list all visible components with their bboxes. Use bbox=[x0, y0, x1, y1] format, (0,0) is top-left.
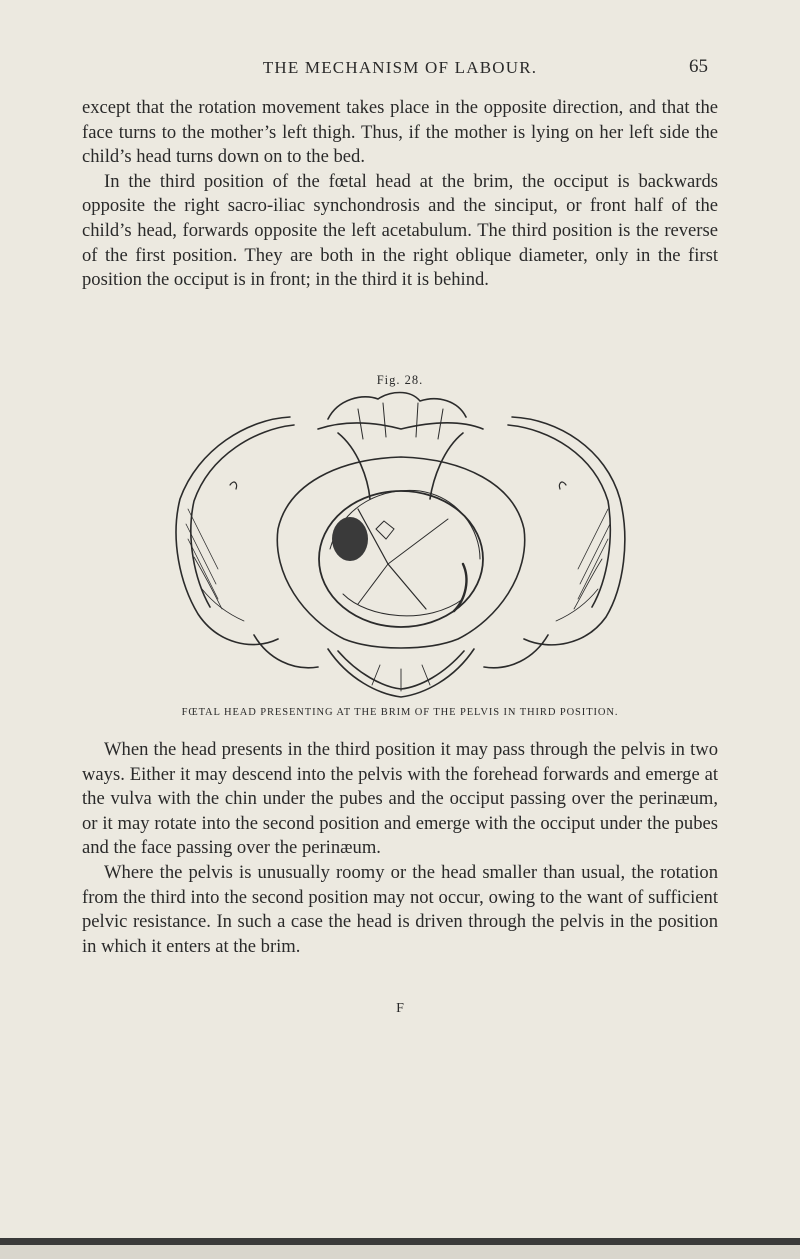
signature-mark: F bbox=[396, 1001, 404, 1016]
paragraph-third-position: In the third position of the fœtal head at the brim, the occiput is backwards opposite the right sacro-iliac synchondrosis and the sinciput, or front half of the child’s head, forwards opposite the left acetabulum. The third position is the reverse of the first position. They are both in the right oblique diameter, only in the first position the occiput is in front; in the third it is behind. bbox=[82, 170, 718, 291]
figure-caption: FŒTAL HEAD PRESENTING AT THE BRIM OF THE PELVIS IN THIRD POSITION. bbox=[181, 707, 619, 718]
page-number: 65 bbox=[689, 56, 708, 77]
page-edge-base bbox=[0, 1245, 800, 1259]
text-block-bottom bbox=[82, 738, 718, 959]
paragraph-two-ways: When the head presents in the third position it may pass through the pelvis in two ways. Either it may descend into the pelvis with the forehead forwards and emerge at the vulva with the chin under the pubes and the occiput passing over the perinæum, or it may rotate into the second position and emerge with the occiput under the pubes and the face passing over the perinæum. bbox=[82, 739, 718, 859]
paragraph-roomy-pelvis: Where the pelvis is unusually roomy or the head smaller than usual, the rotation from the third into the second position may not occur, owing to the want of sufficient pelvic resistance. In such a case the head is driven through the pelvis in the position in which it enters at the brim. bbox=[82, 861, 718, 957]
paragraph-continuation: except that the rotation movement takes place in the opposite direction, and that the face turns to the mother’s left thigh. Thus, if the mother is lying on her left side the child’s head turns down on to the bed. bbox=[82, 97, 718, 168]
running-head bbox=[0, 58, 800, 84]
page-edge-shadow bbox=[0, 1238, 800, 1245]
text-block-top bbox=[82, 96, 718, 293]
running-title: THE MECHANISM OF LABOUR. bbox=[262, 58, 538, 77]
pelvis-illustration bbox=[158, 389, 644, 707]
figure-label: Fig. 28. bbox=[376, 373, 424, 387]
